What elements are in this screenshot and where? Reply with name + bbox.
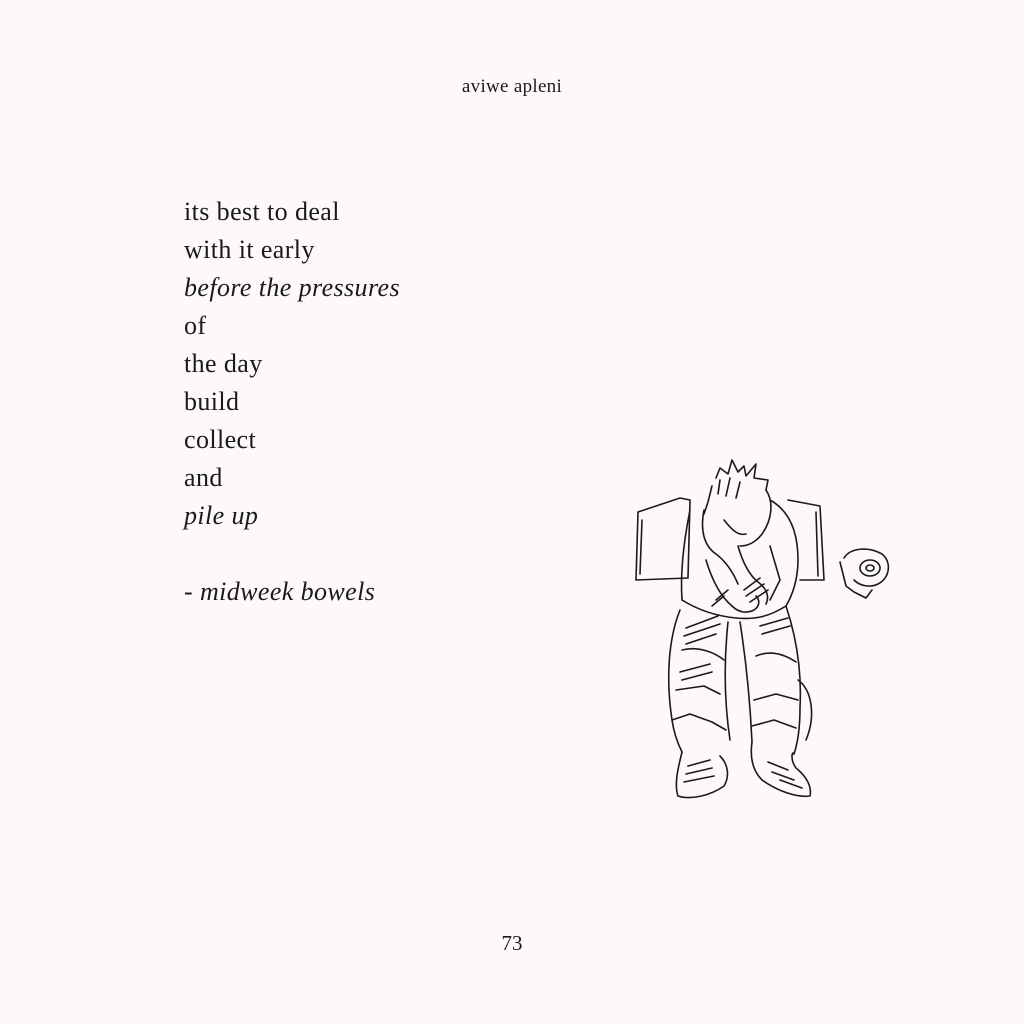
poem [184, 193, 400, 611]
poem-line: the day [184, 349, 263, 378]
poem-line: of [184, 311, 207, 340]
poem-line: and [184, 463, 223, 492]
poem-line: before the pressures [184, 273, 400, 302]
poem-line: with it early [184, 235, 315, 264]
page-number: 73 [501, 931, 523, 955]
author-name: aviwe apleni [461, 76, 563, 97]
person-on-toilet-sketch-icon [620, 450, 910, 830]
stanza-gap [184, 535, 400, 573]
poem-line: collect [184, 425, 257, 454]
poem-line: build [184, 387, 240, 416]
poem-signature: - midweek bowels [184, 577, 376, 606]
poem-line: pile up [184, 501, 259, 530]
poem-line: its best to deal [184, 197, 340, 226]
